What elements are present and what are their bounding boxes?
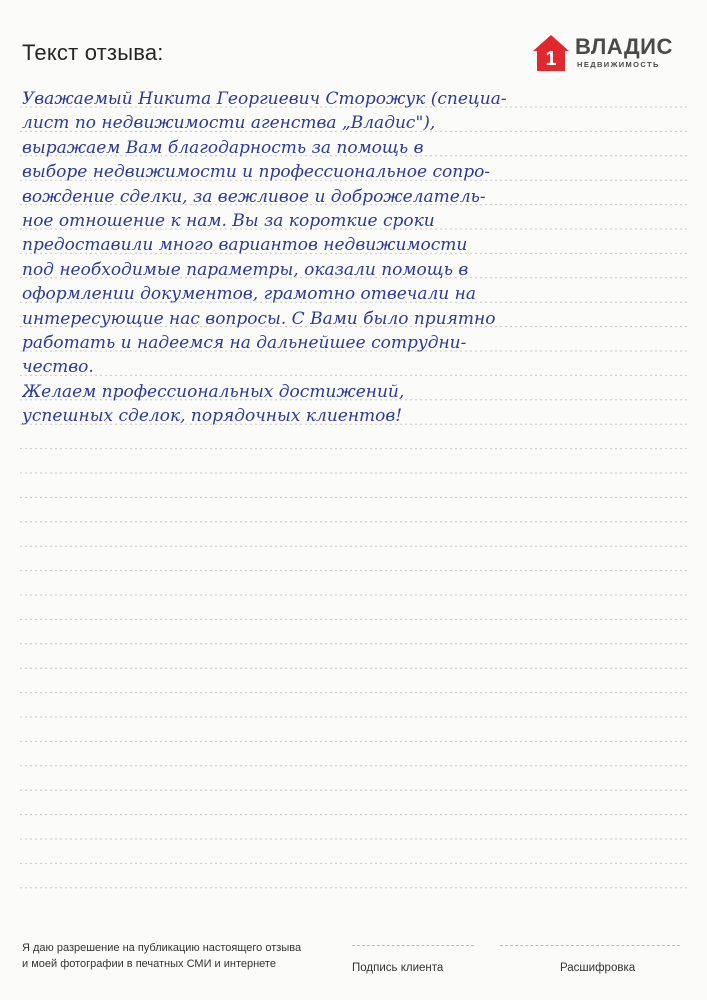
transcript-label: Расшифровка xyxy=(560,962,636,974)
handwritten-line: под необходимые параметры, оказали помощь в xyxy=(22,259,469,280)
handwritten-line: чество. xyxy=(22,357,94,378)
handwritten-line: оформлении документов, грамотно отвечали на xyxy=(22,284,476,305)
logo-subtitle: НЕДВИЖИМОСТЬ xyxy=(577,60,660,69)
consent-text xyxy=(22,940,301,972)
handwritten-line: лист по недвижимости агенства „Владис"), xyxy=(22,113,436,134)
handwritten-line: интересующие нас вопросы. С Вами было приятно xyxy=(22,308,496,329)
handwritten-line: выборе недвижимости и профессиональное сопро- xyxy=(22,162,491,183)
page-title: Текст отзыва: xyxy=(22,40,164,65)
transcript-field[interactable] xyxy=(500,945,680,946)
handwritten-line: Желаем профессиональных достижений, xyxy=(22,381,405,402)
handwritten-line: предоставили много вариантов недвижимости xyxy=(22,235,468,256)
handwritten-line: успешных сделок, порядочных клиентов! xyxy=(22,406,403,427)
handwritten-line: ное отношение к нам. Вы за короткие сроки xyxy=(22,210,435,231)
signature-field[interactable] xyxy=(352,945,474,946)
logo-digit: 1 xyxy=(545,48,557,70)
handwritten-line: работать и надеемся на дальнейшее сотрудни- xyxy=(22,332,467,353)
handwritten-line: вождение сделки, за вежливое и доброжелатель- xyxy=(22,186,486,207)
consent-line: и моей фотографии в печатных СМИ и интернете xyxy=(22,958,276,970)
handwritten-line: Уважаемый Никита Георгиевич Сторожук (специа- xyxy=(22,89,507,109)
consent-line: Я даю разрешение на публикацию настоящего отзыва xyxy=(22,942,302,954)
handwritten-text xyxy=(22,87,682,428)
logo-name: ВЛАДИС xyxy=(575,34,673,59)
handwritten-line: выражаем Вам благодарность за помощь в xyxy=(22,137,424,158)
signature-label: Подпись клиента xyxy=(352,962,444,974)
